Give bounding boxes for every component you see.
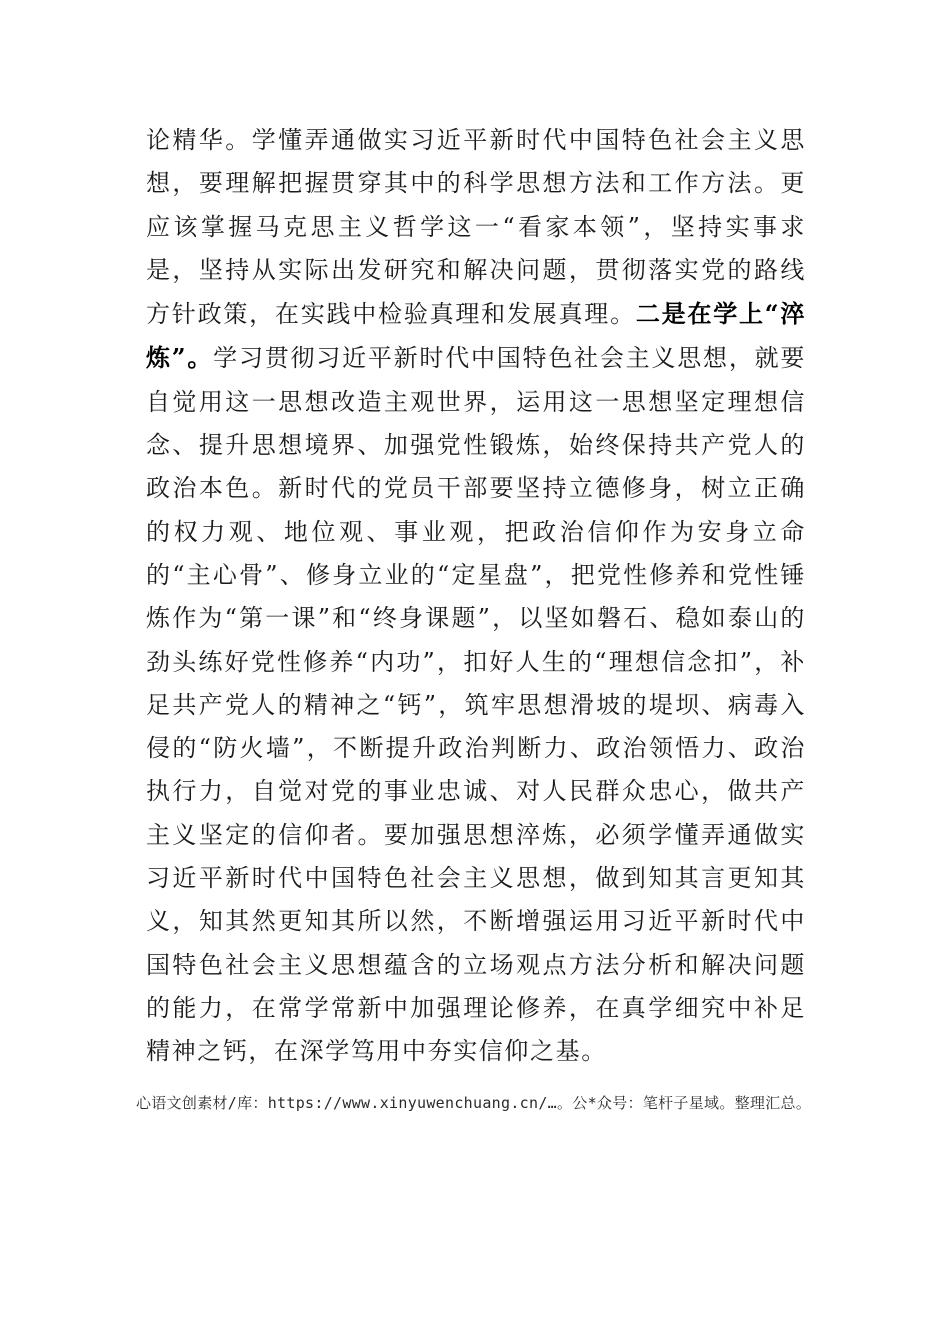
source-footer: 心语文创素材/库：https://www.xinyuwenchuang.cn/…。公*众号：笔杆子星域。整理汇总。 [136,1094,812,1112]
body-paragraph [146,119,806,1074]
section-heading-inline: 二是在学上“淬炼”。 [146,299,806,373]
paragraph-part-3: 学习贯彻习近平新时代中国特色社会主义思想，就要自觉用这一思想改造主观世界，运用这一思想坚定理想信念、提升思想境界、加强党性锻炼，始终保持共产党人的政治本色。新时代的党员干部要坚持立德修身，树立正确的权力观、地位观、事业观，把政治信仰作为安身立命的“主心骨”、修身立业的“定星盘”，把党性修养和党性锤炼作为“第一课”和“终身课题”，以坚如磐石、稳如泰山的劲头练好党性修养“内功”，扣好人生的“理想信念扣”，补足共产党人的精神之“钙”，筑牢思想滑坡的堤坝、病毒入侵的“防火墙”，不断提升政治判断力、政治领悟力、政治执行力，自觉对党的事业忠诚、对人民群众忠心，做共产主义坚定的信仰者。要加强思想淬炼，必须学懂弄通做实习近平新时代中国特色社会主义思想，做到知其言更知其义，知其然更知其所以然，不断增强运用习近平新时代中国特色社会主义思想蕴含的立场观点方法分析和解决问题的能力，在常学常新中加强理论修养，在真学细究中补足精神之钙，在深学笃用中夯实信仰之基。 [146,344,806,1066]
paragraph-part-1: 论精华。学懂弄通做实习近平新时代中国特色社会主义思想，要理解把握贯穿其中的科学思想方法和工作方法。更应该掌握马克思主义哲学这一“看家本领”，坚持实事求是，坚持从实际出发研究和解决问题，贯彻落实党的路线方针政策，在实践中检验真理和发展真理。 [146,126,806,329]
body-text [146,119,806,1074]
